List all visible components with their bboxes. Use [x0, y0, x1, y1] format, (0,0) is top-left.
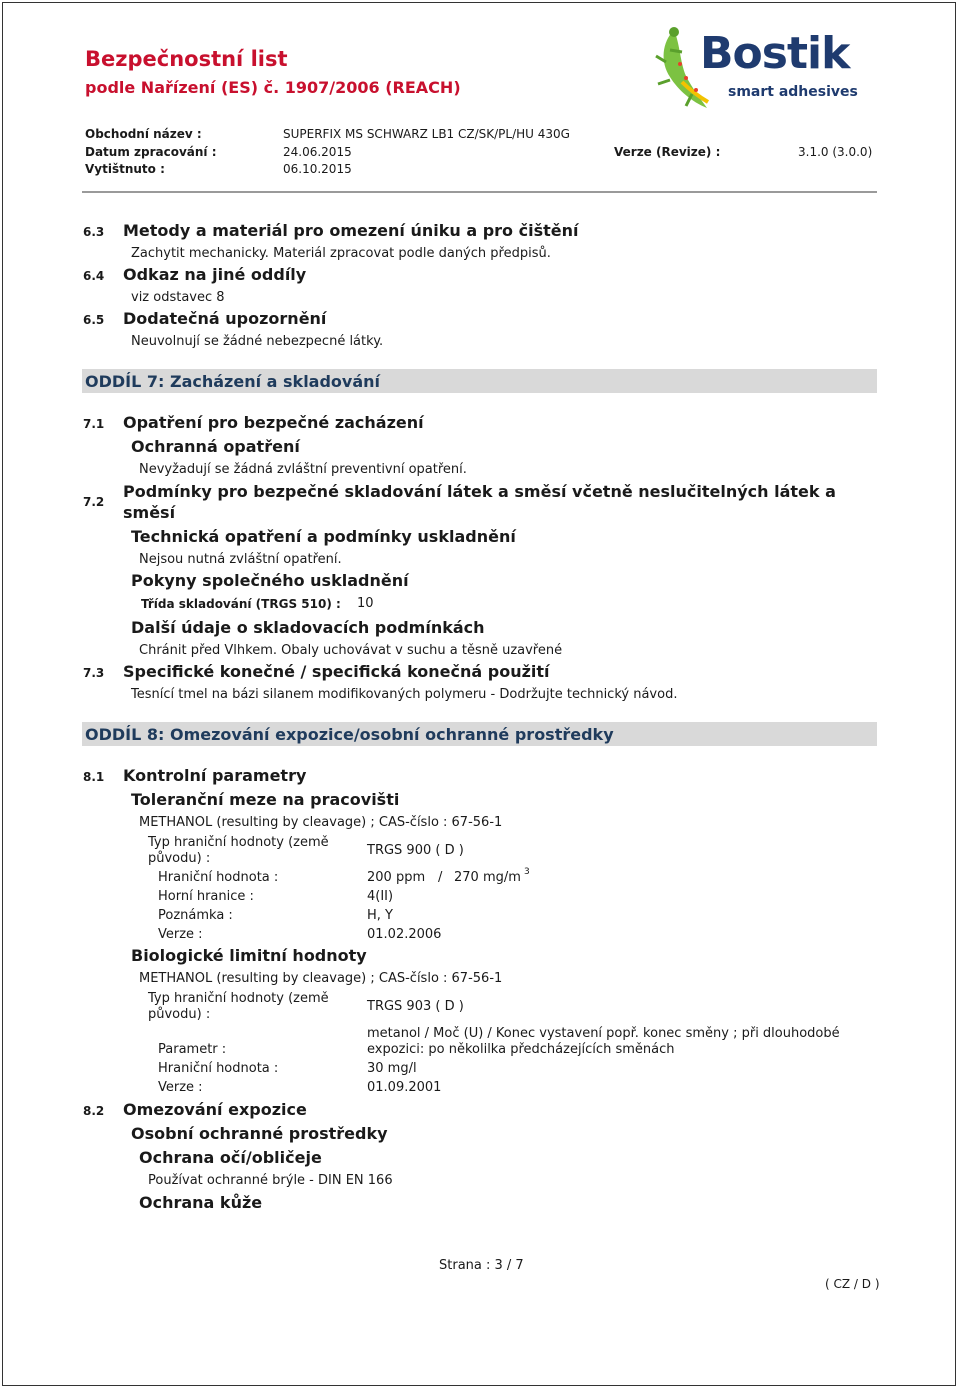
text-7-3: Tesnící tmel na bázi silanem modifikovaných polymeru - Dodržujte technický návod.: [131, 687, 678, 702]
upper-limit-value: 4(II): [367, 889, 394, 904]
trade-name: SUPERFIX MS SCHWARZ LB1 CZ/SK/PL/HU 430G: [283, 127, 570, 141]
text-6-5: Neuvolnují se žádné nebezpecné látky.: [131, 334, 384, 349]
limit-value-superscript: 3: [524, 867, 530, 877]
language-code: ( CZ / D ): [825, 1277, 880, 1291]
limit-value: 30 mg/l: [367, 1061, 417, 1076]
subheading-workplace-limits: Toleranční meze na pracovišti: [131, 790, 400, 809]
heading-6-4: Odkaz na jiné oddíly: [123, 265, 307, 284]
heading-6-5: Dodatečná upozornění: [123, 309, 327, 328]
date-value: 24.06.2015: [283, 145, 352, 159]
version-value: 3.1.0 (3.0.0): [798, 145, 873, 159]
section-number: 6.3: [83, 225, 105, 239]
parameter-label: Parametr :: [158, 1042, 227, 1057]
section-8-title: ODDÍL 8: Omezování expozice/osobní ochranné prostředky: [85, 725, 614, 744]
version-value: 01.02.2006: [367, 927, 442, 942]
type-label-line1: Typ hraniční hodnoty (země: [148, 991, 329, 1006]
subheading-technical-measures: Technická opatření a podmínky uskladnění: [131, 527, 516, 546]
limit-value-separator: /: [438, 870, 443, 885]
heading-7-2-line1: Podmínky pro bezpečné skladování látek a směsí včetně neslučitelných látek a: [123, 482, 836, 501]
subheading-protective-measures: Ochranná opatření: [131, 437, 300, 456]
parameter-value-line1: metanol / Moč (U) / Konec vystavení popř. konec směny ; při dlouhodobé: [367, 1026, 840, 1041]
type-label-line1: Typ hraniční hodnoty (země: [148, 835, 329, 850]
limit-type-value: TRGS 900 ( D ): [367, 843, 464, 858]
limit-type-value: TRGS 903 ( D ): [367, 999, 464, 1014]
section-number: 6.5: [83, 313, 105, 327]
document-subtitle: podle Nařízení (ES) č. 1907/2006 (REACH): [85, 78, 461, 97]
header-divider: [82, 191, 877, 193]
heading-6-3: Metody a materiál pro omezení úniku a pro čištění: [123, 221, 579, 240]
section-number: 8.1: [83, 770, 105, 784]
storage-class-label: Třída skladování (TRGS 510) :: [141, 597, 341, 611]
trade-name-label: Obchodní název :: [85, 127, 202, 141]
version-label: Verze :: [158, 1080, 203, 1095]
section-number: 8.2: [83, 1104, 105, 1118]
heading-8-1: Kontrolní parametry: [123, 766, 307, 785]
heading-7-3: Specifické konečné / specifická konečná použití: [123, 662, 550, 681]
limit-value-mg: 270 mg/m: [454, 870, 521, 885]
text-eye-protection: Používat ochranné brýle - DIN EN 166: [148, 1173, 393, 1188]
printed-value: 06.10.2015: [283, 162, 352, 176]
logo-wordmark: Bostik: [700, 28, 850, 79]
subheading-eye-protection: Ochrana očí/obličeje: [139, 1148, 322, 1167]
substance-line-2: METHANOL (resulting by cleavage) ; CAS-číslo : 67-56-1: [139, 971, 503, 986]
type-label-line2: původu) :: [148, 1007, 211, 1022]
version-value: 01.09.2001: [367, 1080, 442, 1095]
note-label: Poznámka :: [158, 908, 233, 923]
heading-7-2-line2: směsí: [123, 503, 176, 522]
section-number: 6.4: [83, 269, 105, 283]
limit-value-ppm: 200 ppm: [367, 870, 426, 885]
heading-7-1: Opatření pro bezpečné zacházení: [123, 413, 424, 432]
text-technical-measures: Nejsou nutná zvláštní opatření.: [139, 552, 342, 567]
text-6-4: viz odstavec 8: [131, 290, 225, 305]
section-number: 7.2: [83, 495, 105, 509]
subheading-storage-conditions: Další údaje o skladovacích podmínkách: [131, 618, 485, 637]
text-6-3: Zachytit mechanicky. Materiál zpracovat podle daných předpisů.: [131, 246, 551, 261]
logo-tagline: smart adhesives: [728, 84, 858, 100]
section-8-header: [82, 722, 877, 746]
type-label-line2: původu) :: [148, 851, 211, 866]
version-label: Verze :: [158, 927, 203, 942]
substance-line-1: METHANOL (resulting by cleavage) ; CAS-číslo : 67-56-1: [139, 815, 503, 830]
subheading-skin-protection: Ochrana kůže: [139, 1193, 263, 1212]
subheading-ppe: Osobní ochranné prostředky: [131, 1124, 388, 1143]
limit-value-label: Hraniční hodnota :: [158, 870, 279, 885]
section-7-title: ODDÍL 7: Zacházení a skladování: [85, 372, 381, 391]
date-label: Datum zpracování :: [85, 145, 217, 159]
parameter-value-line2: expozici: po několilka předcházejících směnách: [367, 1042, 675, 1057]
storage-class-value: 10: [357, 596, 374, 611]
document-title: Bezpečnostní list: [85, 47, 288, 71]
version-label: Verze (Revize) :: [614, 145, 721, 159]
text-7-1: Nevyžadují se žádná zvláštní preventivní opatření.: [139, 462, 467, 477]
page-number: Strana : 3 / 7: [439, 1258, 524, 1273]
subheading-biological-limits: Biologické limitní hodnoty: [131, 946, 367, 965]
printed-label: Vytištnuto :: [85, 162, 165, 176]
note-value: H, Y: [367, 908, 393, 923]
subheading-joint-storage: Pokyny společného uskladnění: [131, 571, 409, 590]
section-number: 7.3: [83, 666, 105, 680]
text-storage-conditions: Chránit před Vlhkem. Obaly uchovávat v suchu a těsně uzavřené: [139, 643, 563, 658]
upper-limit-label: Horní hranice :: [158, 889, 254, 904]
limit-value-label: Hraniční hodnota :: [158, 1061, 279, 1076]
heading-8-2: Omezování expozice: [123, 1100, 307, 1119]
section-7-header: [82, 369, 877, 393]
section-number: 7.1: [83, 417, 105, 431]
